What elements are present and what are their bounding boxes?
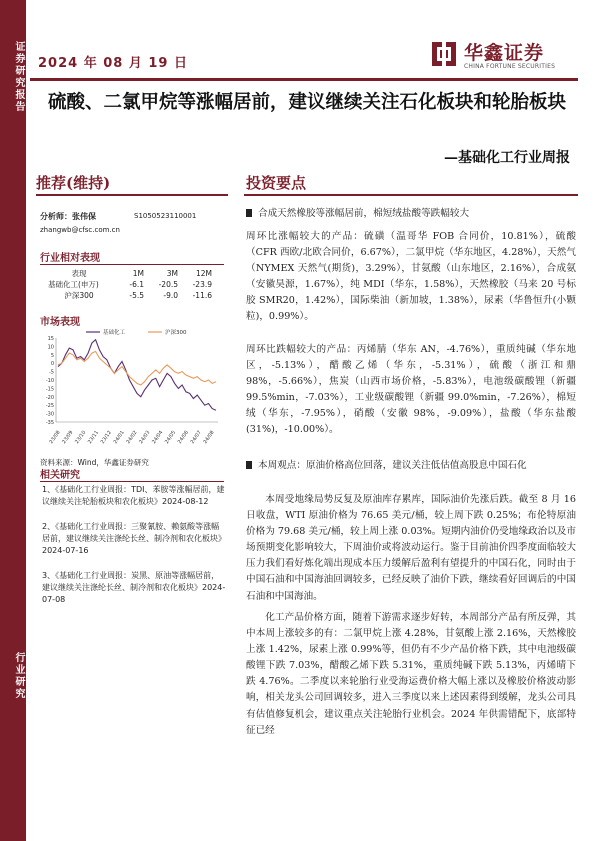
table-cell: 基础化工(申万) [48, 280, 99, 289]
performance-rule [40, 264, 224, 265]
table-cell: -5.5 [129, 291, 144, 300]
related-item[interactable]: 2、《基础化工行业周报：三聚氰胺、赖氨酸等涨幅居前，建议继续关注涤纶长丝、制冷剂和农化板块》2024-07-16 [42, 522, 226, 556]
y-tick-label: 10 [47, 344, 54, 351]
logo [430, 38, 570, 74]
x-tick-label: 24/01 [112, 429, 126, 445]
related-item[interactable]: 1、《基础化工行业周报：TDI、苯胺等涨幅居前，建议继续关注轮胎板块和农化板块》2024-08-12 [42, 485, 225, 507]
logo-mark-icon [430, 40, 458, 68]
related-heading: 相关研究 [40, 470, 80, 481]
y-tick-label: -15 [45, 386, 54, 393]
market-heading: 市场表现 [40, 317, 80, 328]
header-rule [30, 78, 578, 81]
paragraph-4: 化工产品价格方面，随着下游需求逐步好转，本周部分产品有所反弹，其中本周上涨较多的有：二氯甲烷上涨 4.28%，甘氨酸上涨 2.16%，天然橡胶上涨 1.42%，尿素上涨 0.99%等，但仍有不少产品价格下跌，其中电池级碳酸锂下跌 7.03%，醋酸乙烯下跌 5.31%，重质纯碱下跌 5.13%，丙烯晴下跌 4.76%。二季度以来轮胎行业受海运费价格大幅上涨以及橡胶价格波动影响，相关龙头公司回调较多，进入三季度以来上述因素得到缓解，龙头公司具有估值修复机会，建议重点关注轮胎行业机会。2024 年供需错配下，底部特征已经 [246, 612, 576, 736]
table-row [44, 279, 216, 290]
legend-label: 基础化工 [103, 330, 126, 336]
y-tick-label: -35 [45, 420, 54, 426]
table-cell: 沪深300 [64, 291, 94, 300]
sidebar-bottom-label: 行业研究 [13, 652, 24, 700]
x-tick-label: 23/08 [48, 429, 62, 445]
x-tick-label: 23/12 [99, 429, 113, 445]
table-cell: -20.5 [158, 280, 178, 289]
chart-source: 资料来源：Wind，华鑫证券研究 [40, 458, 149, 467]
analyst-name: 分析师：张伟保 [40, 212, 96, 221]
y-tick-label: 0 [50, 361, 54, 368]
bullet-1 [246, 206, 576, 222]
market-chart [36, 326, 226, 456]
bullet-2-text: 本周观点：原油价格高位回落，建议关注低估值高股息中国石化 [258, 460, 527, 471]
table-header: 表现 [71, 269, 87, 278]
x-tick-label: 23/11 [86, 429, 101, 445]
x-tick-label: 24/04 [151, 429, 165, 445]
paragraph-3: 本周受地缘局势反复及原油库存累库，国际油价先涨后跌。截至 8 月 16 日收盘，WTI 原油价格为 76.65 美元/桶，较上周下跌 0.25%；布伦特原油价格为 79.68 美元/桶，较上周上涨 0.03%。短期内油价仍受地缘政治以及市场预期变化影响较大，下周油价或将波动运行。鉴于目前油价四季度面临较大压力我们看好炼化端出现成本压力缓解后盈利有望提升的中国石化，同时由于中国石油和中国海油回调较多，已经反映了油价下跌，继续看好回调后的中国石油和中国海油。 [246, 494, 576, 602]
logo-cn: 华鑫证券 [464, 42, 545, 64]
paragraph-2: 周环比跌幅较大的产品：丙烯腈（华东 AN，-4.76%），重质纯碱（华东地区，-5.13%），醋酸乙烯（华东，-5.31%），硫酸（浙江和鼎 98%，-5.66%），焦炭（山西市场价格，-5.83%），电池级碳酸锂（新疆 99.5%min，-7.03%），工业级碳酸锂（新疆 99.0%min，-7.26%），棉短绒（华东，-7.95%），硝酸（安徽 98%，-9.09%），盐酸（华东盐酸(31%)，-10.00%）。 [246, 344, 576, 436]
series-line-0 [58, 340, 216, 411]
report-subtitle: —基础化工行业周报 [444, 150, 570, 166]
table-row [44, 290, 216, 301]
related-item[interactable]: 3、《基础化工行业周报：炭黑、原油等涨幅居前，建议继续关注涤纶长丝、制冷剂和农化板块》2024-07-08 [42, 571, 226, 605]
y-tick-label: 15 [47, 336, 54, 342]
table-cell: -23.9 [192, 280, 212, 289]
x-tick-label: 24/03 [138, 429, 152, 445]
y-tick-label: 5 [50, 352, 54, 359]
table-header: 1M [132, 269, 144, 278]
x-tick-label: 24/08 [202, 429, 216, 445]
table-cell: -6.1 [129, 280, 144, 289]
sidebar-top-label: 证券研究报告 [13, 41, 24, 113]
y-tick-label: -30 [45, 411, 54, 418]
bullet-2 [246, 458, 576, 474]
key-points-heading: 投资要点 [246, 174, 307, 192]
performance-heading: 行业相对表现 [40, 253, 100, 264]
y-tick-label: -10 [45, 378, 54, 384]
y-tick-label: -25 [45, 403, 54, 410]
logo-en: CHINA FORTUNE SECURITIES [464, 63, 556, 70]
y-tick-label: -5 [49, 369, 54, 376]
x-tick-label: 24/05 [163, 429, 178, 445]
x-tick-label: 24/07 [189, 429, 203, 445]
series-line-1 [58, 351, 216, 385]
table-header: 12M [195, 269, 212, 278]
report-title: 硫酸、二氯甲烷等涨幅居前，建议继续关注石化板块和轮胎板块 [48, 92, 567, 113]
performance-table [44, 268, 216, 301]
table-cell: -9.0 [163, 291, 178, 300]
bullet-square-icon [246, 209, 252, 217]
bullet-square-icon [246, 461, 252, 469]
y-tick-label: -20 [45, 394, 54, 401]
x-tick-label: 24/02 [125, 429, 139, 445]
bullet-1-text: 合成天然橡胶等涨幅居前，棉短绒盐酸等跌幅较大 [258, 208, 470, 219]
related-rule [40, 481, 224, 482]
analyst-email: zhangwb@cfsc.com.cn [40, 226, 120, 234]
x-tick-label: 23/09 [61, 429, 75, 445]
table-cell: -11.6 [192, 291, 212, 300]
report-date: 2024 年 08 月 19 日 [38, 56, 188, 71]
rating-rule [36, 194, 228, 196]
legend-label: 沪深300 [165, 330, 187, 336]
x-tick-label: 24/06 [176, 429, 190, 445]
table-header: 3M [166, 269, 178, 278]
x-tick-label: 23/10 [74, 429, 88, 445]
rating-heading: 推荐(维持) [36, 174, 111, 192]
key-points-rule [244, 194, 578, 196]
analyst-cert: S1050523110001 [134, 212, 197, 220]
paragraph-1: 周环比涨幅较大的产品：硫磺（温哥华 FOB 合同价，10.81%），硫酸（CFR 西欧/北欧合同价，6.67%），二氯甲烷（华东地区，4.28%），天然气（NYMEX 天然气(期货)，3.29%），甘氨酸（山东地区，2.16%），合成氨（安徽昊源，1.67%），纯 MDI（华东，1.58%），天然橡胶（马来 20 号标胶 SMR20，1.42%），国际柴油（新加坡，1.38%），尿素（华鲁恒升(小颗粒)，0.99%）。 [246, 231, 576, 323]
